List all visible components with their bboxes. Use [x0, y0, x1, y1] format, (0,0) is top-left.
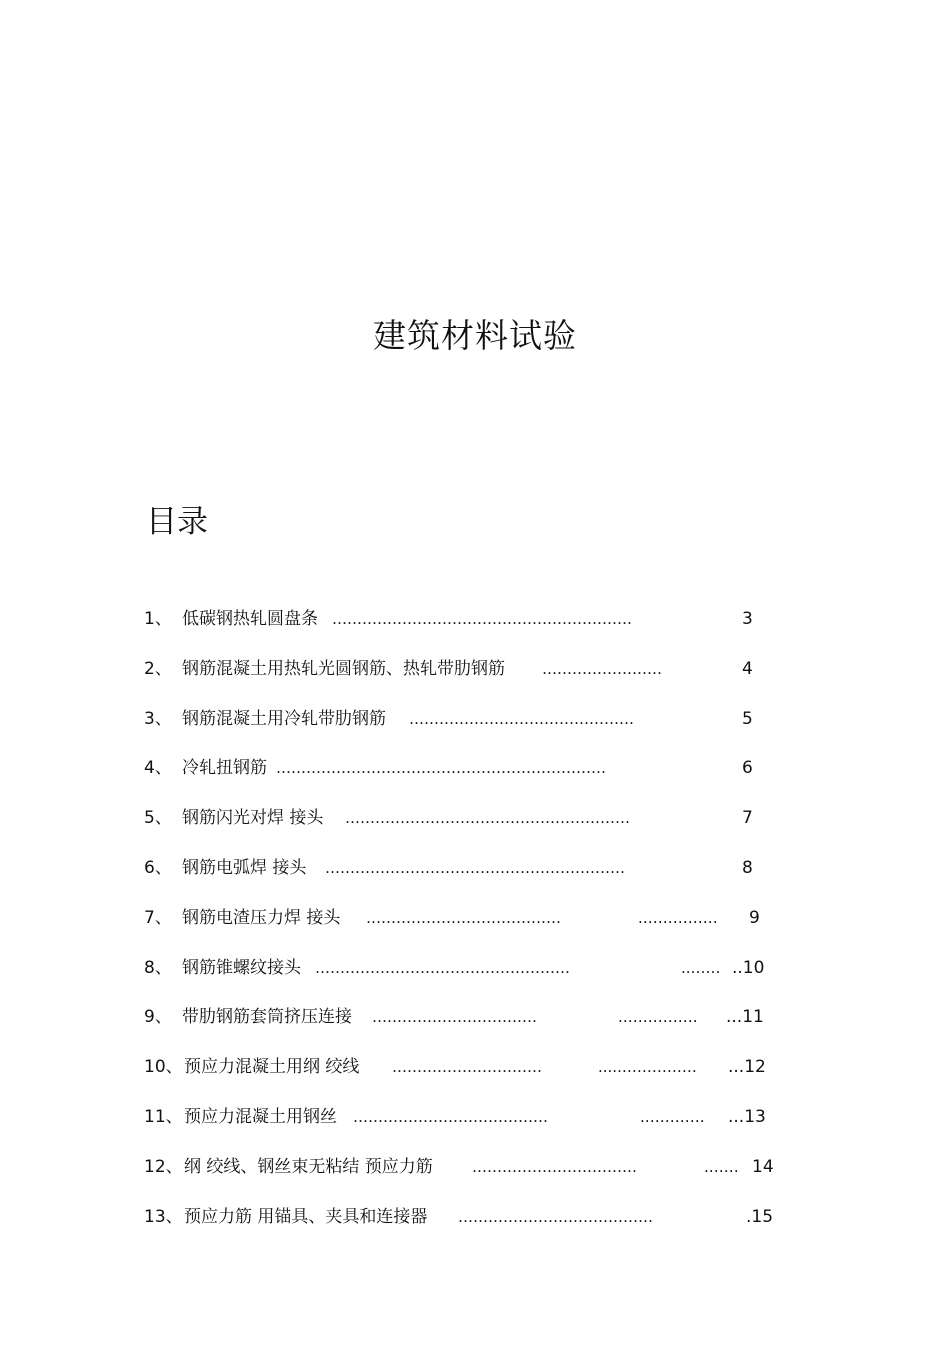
toc-entry-number: 12、 [144, 1156, 183, 1177]
toc-entry-leader: ………………………………………………………… [276, 759, 606, 778]
toc-entry-page: 6 [742, 758, 753, 779]
toc-entry[interactable] [0, 604, 950, 654]
toc-entry[interactable] [0, 1202, 950, 1252]
toc-entry-title: 钢筋电渣压力焊 接头 [182, 907, 341, 928]
toc-entry-title: 钢筋锥螺纹接头 [182, 957, 301, 978]
toc-entry-number: 6、 [144, 857, 172, 878]
toc-entry-page: 7 [742, 808, 753, 829]
toc-entry[interactable] [0, 1152, 950, 1202]
toc-entry[interactable] [0, 753, 950, 803]
toc-entry-number: 8、 [144, 957, 172, 978]
toc-entry-title: 钢筋混凝土用冷轧带肋钢筋 [182, 708, 386, 729]
toc-entry-leader: …………………………………………… [315, 958, 570, 977]
toc-entry-leader: ………………………………… [366, 908, 561, 927]
toc-entry-leader: ………………………… [392, 1058, 542, 1077]
toc-entry[interactable] [0, 1102, 950, 1152]
toc-entry-number: 2、 [144, 658, 172, 679]
toc-entry-page: .15 [746, 1206, 774, 1227]
toc-entry-leader-gap: .………… [640, 1107, 705, 1126]
toc-entry-page: ..10 [732, 957, 765, 978]
toc-entry-page: 3 [742, 609, 753, 629]
toc-entry[interactable] [0, 903, 950, 953]
toc-entry[interactable] [0, 803, 950, 853]
toc-entry-number: 7、 [144, 907, 172, 928]
toc-entry-number: 4、 [144, 758, 172, 779]
table-of-contents [0, 604, 950, 1251]
toc-entry-leader: ………………………………………………… [345, 809, 630, 828]
toc-entry-number: 3、 [144, 708, 172, 729]
toc-entry-leader: ………………………………… [458, 1207, 653, 1226]
toc-entry-leader: …………………………… [472, 1157, 637, 1176]
toc-entry-title: 预应力混凝土用纲 绞线 [184, 1057, 360, 1078]
toc-entry-page: ...11 [726, 1007, 764, 1028]
toc-entry[interactable] [0, 1002, 950, 1052]
toc-heading: 目录 [146, 504, 208, 540]
toc-entry-number: 10、 [144, 1057, 183, 1078]
toc-entry-number: 5、 [144, 808, 172, 829]
toc-entry-title: 钢筋电弧焊 接头 [182, 857, 307, 878]
toc-entry-leader-gap: ..…… [681, 958, 721, 977]
toc-entry-title: 带肋钢筋套筒挤压连接 [182, 1007, 352, 1028]
toc-entry-leader-gap: .....…………… [598, 1058, 697, 1077]
toc-entry-title: 钢筋混凝土用热轧光圆钢筋、热轧带肋钢筋 [182, 658, 505, 679]
toc-entry-page: 14 [752, 1156, 774, 1177]
toc-entry-page: 8 [742, 857, 753, 878]
toc-entry-leader: ………………………………… [353, 1107, 548, 1126]
toc-entry[interactable] [0, 704, 950, 754]
toc-entry-title: 冷轧扭钢筋 [182, 758, 267, 779]
toc-entry-page: 4 [742, 658, 753, 679]
toc-entry[interactable] [0, 953, 950, 1003]
toc-entry-title: 低碳钢热轧圆盘条 [182, 609, 318, 629]
toc-entry-title: 纲 绞线、钢丝束无粘结 预应力筋 [184, 1156, 433, 1177]
toc-entry-leader: …………………………………………………… [325, 858, 625, 877]
toc-entry-leader-gap: .…… [704, 1157, 739, 1176]
toc-entry-number: 13、 [144, 1206, 183, 1227]
toc-entry-number: 1、 [144, 609, 172, 629]
toc-entry-title: 预应力混凝土用钢丝 [184, 1106, 337, 1127]
toc-entry[interactable] [0, 853, 950, 903]
toc-entry-leader-gap: .…………… [638, 908, 718, 927]
toc-entry[interactable] [0, 654, 950, 704]
toc-entry-leader: …………………………………………………… [332, 610, 632, 628]
toc-entry-title: 钢筋闪光对焊 接头 [182, 808, 324, 829]
toc-entry-leader: ……………………………………… [409, 709, 634, 728]
toc-entry-number: 11、 [144, 1106, 183, 1127]
toc-entry-leader: …………………… [542, 659, 662, 678]
page-title: 建筑材料试验 [373, 316, 577, 355]
toc-entry-title: 预应力筋 用锚具、夹具和连接器 [184, 1206, 428, 1227]
toc-entry-leader: …………………………… [372, 1008, 537, 1027]
toc-entry-number: 9、 [144, 1007, 172, 1028]
toc-entry[interactable] [0, 1052, 950, 1102]
toc-entry-page: 5 [742, 708, 753, 729]
toc-entry-page: 9 [749, 907, 760, 928]
toc-entry-leader-gap: .…………… [618, 1008, 698, 1027]
toc-entry-page: ...13 [728, 1106, 766, 1127]
toc-entry-page: ...12 [728, 1057, 766, 1078]
